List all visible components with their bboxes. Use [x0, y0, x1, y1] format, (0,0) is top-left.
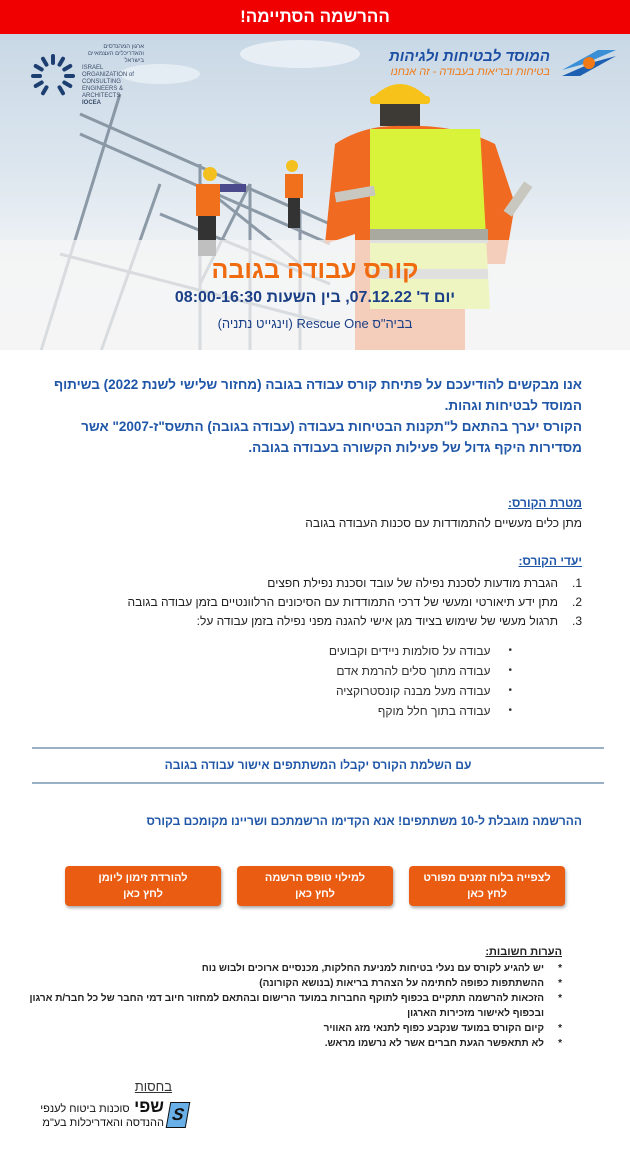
bullet-icon: •: [508, 705, 512, 716]
intro-paragraph-2: הקורס יערך בהתאם ל"תקנות הבטיחות בעבודה (עבודה בגובה) התשס"ז-2007" אשר מסדירות היקף גדול של פעילות הקשורה בעבודה בגובה.: [81, 419, 582, 455]
asterisk-icon: *: [558, 978, 562, 989]
iocea-logo: [30, 44, 144, 107]
asterisk-icon: *: [558, 963, 562, 974]
view-schedule-label: לצפייה בלוח זמנים מפורט: [423, 872, 551, 884]
practice-topic-item: [32, 661, 512, 681]
iocea-abbr: IOCEA: [82, 100, 102, 106]
click-here-label: לחץ כאן: [123, 888, 163, 900]
practice-topic-item: [32, 701, 512, 721]
objective-item: [32, 593, 582, 612]
sponsor-name: שפי: [134, 1097, 164, 1116]
note-text: יש להגיע לקורס עם נעלי בטיחות למניעת החלקות, מכנסיים ארוכים ולבוש נוח: [201, 963, 544, 974]
sponsor-desc-1: סוכנות ביטוח לענפי: [40, 1103, 130, 1115]
note-text: ההשתתפות כפופה לחתימה על הצהרת בריאות (בנושא הקורונה): [259, 978, 544, 989]
download-calendar-invite-button[interactable]: [65, 866, 221, 906]
course-goal-text: מתן כלים מעשיים להתמודדות עם סכנות העבודה בגובה: [305, 516, 582, 530]
note-item: [28, 961, 562, 976]
hero-banner: [0, 34, 630, 350]
note-text: הזכאות להרשמה תתקיים בכפוף לתוקף החברות במועד הרישום ובהתאם למחזור חיוב דמי החבר של כל חבר/ת ארגון ובכפוף לאישור מזכירות הארגון: [29, 993, 544, 1019]
sponsor-desc-2: ההנדסה והאדריכלות בע"מ: [42, 1117, 164, 1129]
view-schedule-button[interactable]: [409, 866, 565, 906]
asterisk-icon: *: [558, 1023, 562, 1034]
objective-number: 3.: [571, 614, 582, 628]
intro-paragraph-1: אנו מבקשים להודיעכם על פתיחת קורס עבודה בגובה (מחזור שלישי לשנת 2022) בשיתוף המוסד לבטיחות וגהות.: [54, 377, 582, 413]
registration-form-button[interactable]: [237, 866, 393, 906]
divider-bottom: [32, 782, 604, 784]
course-location: בביה"ס Rescue One (וינגייט נתניה): [217, 316, 413, 331]
bullet-icon: •: [508, 645, 512, 656]
note-item: [28, 976, 562, 991]
note-item: [28, 991, 562, 1021]
shefi-s-icon: S: [166, 1102, 191, 1128]
note-text: לא תתאפשר הגעת חברים אשר לא נרשמו מראש.: [324, 1038, 544, 1049]
registration-form-label: למילוי טופס הרשמה: [264, 872, 366, 884]
certificate-box: [32, 747, 604, 784]
sponsor-section: [0, 1079, 630, 1130]
iocea-hebrew-name: ארגון המהנדסים והאדריכלים העצמאיים בישראל: [87, 44, 144, 64]
important-notes: [0, 946, 630, 1051]
practice-topic-item: [32, 641, 512, 661]
intro-text: [32, 374, 582, 458]
practice-topic-text: עבודה על סולמות ניידים וקבועים: [328, 644, 491, 658]
click-here-label: לחץ כאן: [295, 888, 335, 900]
bullet-icon: •: [508, 685, 512, 696]
action-buttons: [0, 866, 630, 906]
objective-text: תרגול מעשי של שימוש בציוד מגן אישי להגנה מפני נפילה בזמן עבודה על:: [196, 614, 558, 628]
asterisk-icon: *: [558, 1038, 562, 1049]
registration-limit-notice: ההרשמה מוגבלת ל-10 משתתפים! אנא הקדימו הרשמתכם ושריינו מקומכם בקורס: [146, 814, 582, 828]
asterisk-icon: *: [558, 993, 562, 1004]
sponsor-logo: [28, 1097, 188, 1130]
note-text: קיום הקורס במועד שנקבע כפוף לתנאי מזג האוויר: [323, 1023, 544, 1034]
objective-item: [32, 612, 582, 631]
safety-institute-name: המוסד לבטיחות ולגיהות: [389, 48, 550, 65]
iocea-sun-icon: [30, 53, 76, 99]
safety-institute-star-icon: [558, 46, 620, 80]
objective-item: [32, 574, 582, 593]
practice-topic-item: [32, 681, 512, 701]
bullet-icon: •: [508, 665, 512, 676]
certificate-text: עם השלמת הקורס יקבלו המשתתפים אישור עבודה בגובה: [164, 758, 472, 772]
registration-closed-banner: ההרשמה הסתיימה!: [0, 0, 630, 34]
important-notes-heading: הערות חשובות:: [485, 946, 562, 958]
objectives-list: [32, 574, 582, 631]
safety-institute-logo: [389, 46, 620, 80]
objective-number: 1.: [571, 576, 582, 590]
safety-institute-tagline: בטיחות ובריאות בעבודה - זה אנחנו: [390, 66, 550, 78]
notes-list: [28, 961, 562, 1051]
course-title: קורס עבודה בגובה: [211, 256, 419, 284]
note-item: [28, 1021, 562, 1036]
objective-number: 2.: [571, 595, 582, 609]
sponsor-label: בחסות: [134, 1079, 172, 1094]
practice-topic-text: עבודה בתוך חלל מוקף: [377, 704, 491, 718]
objective-text: מתן ידע תיאורטי ומעשי של דרכי התמודדות עם הסיכונים הרלוונטיים בזמן עבודה בגובה: [127, 595, 558, 609]
iocea-english-name: ISRAEL ORGANIZATION of CONSULTING ENGINEERS & ARCHITECTS: [82, 65, 134, 99]
practice-topic-text: עבודה מעל מבנה קונסטרוקציה: [335, 684, 491, 698]
objective-text: הגברת מודעות לסכנת נפילה של עובד וסכנת נפילת חפצים: [267, 576, 558, 590]
practice-topics-list: [32, 641, 512, 721]
note-item: [28, 1036, 562, 1051]
course-goal-heading: מטרת הקורס:: [508, 496, 582, 510]
click-here-label: לחץ כאן: [467, 888, 507, 900]
practice-topic-text: עבודה מתוך סלים להרמת אדם: [336, 664, 491, 678]
course-date: יום ד' 07.12.22, בין השעות 08:00-16:30: [174, 289, 456, 306]
course-objectives-heading: יעדי הקורס:: [518, 554, 582, 568]
download-calendar-label: להורדת זימון ליומן: [98, 872, 188, 884]
